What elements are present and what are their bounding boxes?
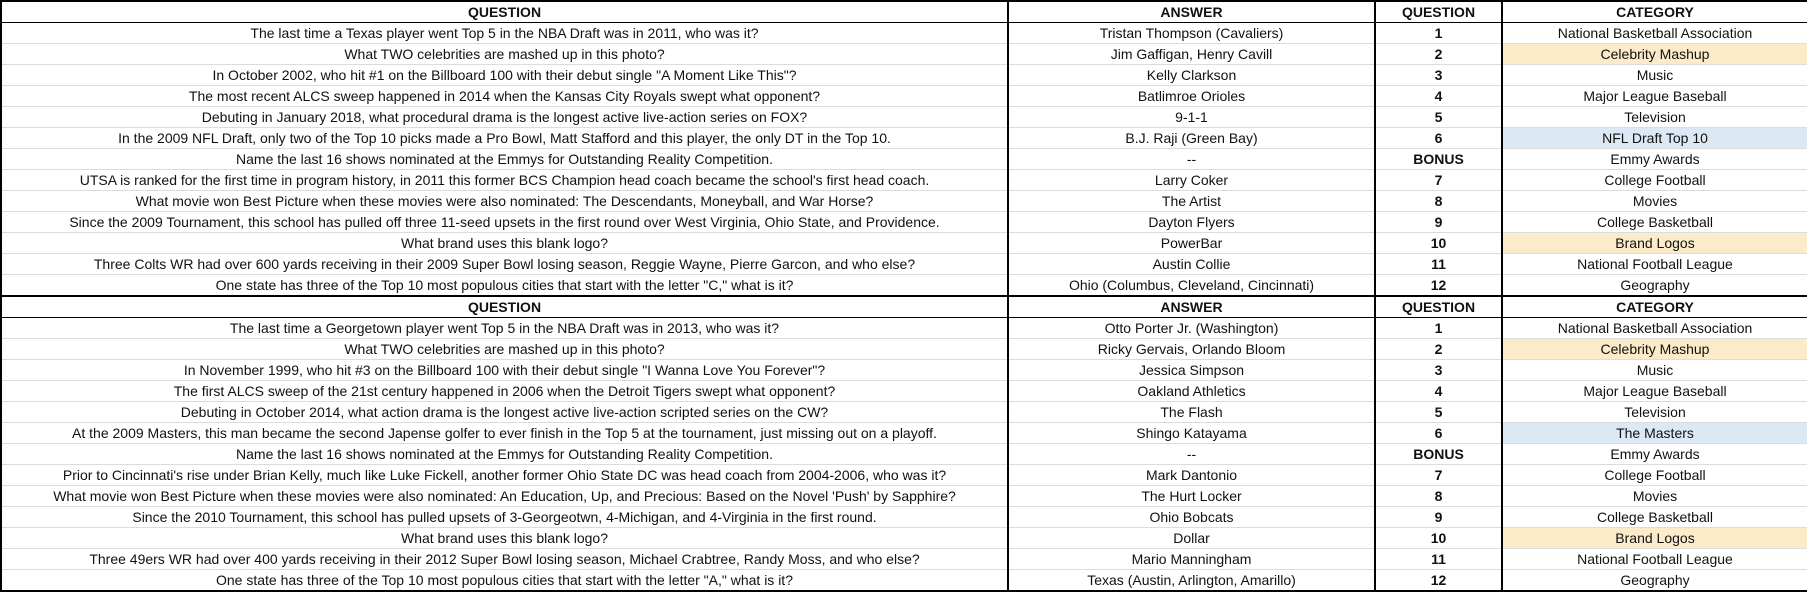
question-cell[interactable]: What movie won Best Picture when these movies were also nominated: An Education, Up, and Precious: Based on the Novel 'Push' by Sapphire? [1, 486, 1008, 507]
table-row [1, 465, 1807, 486]
answer-cell[interactable]: Shingo Katayama [1008, 423, 1375, 444]
question-cell[interactable]: One state has three of the Top 10 most populous cities that start with the letter "C," what is it? [1, 275, 1008, 297]
question-cell[interactable]: What movie won Best Picture when these movies were also nominated: The Descendants, Moneyball, and War Horse? [1, 191, 1008, 212]
answer-cell[interactable]: Dayton Flyers [1008, 212, 1375, 233]
question-number-cell[interactable]: 12 [1375, 275, 1502, 297]
answer-cell[interactable]: Ohio Bobcats [1008, 507, 1375, 528]
table-row [1, 65, 1807, 86]
answer-cell[interactable]: The Artist [1008, 191, 1375, 212]
header-cell-question-number[interactable]: QUESTION [1375, 296, 1502, 318]
question-cell[interactable]: The most recent ALCS sweep happened in 2014 when the Kansas City Royals swept what opponent? [1, 86, 1008, 107]
question-number-cell[interactable]: 2 [1375, 44, 1502, 65]
table-row [1, 44, 1807, 65]
question-number-cell[interactable]: 6 [1375, 128, 1502, 149]
table-row [1, 381, 1807, 402]
question-number-cell[interactable]: 3 [1375, 360, 1502, 381]
question-number-cell[interactable]: 4 [1375, 381, 1502, 402]
sheet-body [1, 1, 1807, 591]
table-row [1, 107, 1807, 128]
table-row [1, 212, 1807, 233]
question-number-cell[interactable]: 6 [1375, 423, 1502, 444]
category-cell[interactable]: Celebrity Mashup [1502, 339, 1807, 360]
category-cell[interactable]: Music [1502, 65, 1807, 86]
answer-cell[interactable]: Batlimroe Orioles [1008, 86, 1375, 107]
question-number-cell[interactable]: 1 [1375, 23, 1502, 44]
category-cell[interactable]: NFL Draft Top 10 [1502, 128, 1807, 149]
question-number-cell[interactable]: 11 [1375, 254, 1502, 275]
question-cell[interactable]: Since the 2009 Tournament, this school has pulled off three 11-seed upsets in the first round over West Virginia, Ohio State, and Providence. [1, 212, 1008, 233]
answer-cell[interactable]: 9-1-1 [1008, 107, 1375, 128]
question-cell[interactable]: The last time a Texas player went Top 5 in the NBA Draft was in 2011, who was it? [1, 23, 1008, 44]
category-cell[interactable]: National Football League [1502, 549, 1807, 570]
question-number-cell[interactable]: 5 [1375, 107, 1502, 128]
category-cell[interactable]: Brand Logos [1502, 233, 1807, 254]
table-row [1, 254, 1807, 275]
question-cell[interactable]: The last time a Georgetown player went Top 5 in the NBA Draft was in 2013, who was it? [1, 318, 1008, 339]
question-cell[interactable]: Name the last 16 shows nominated at the Emmys for Outstanding Reality Competition. [1, 149, 1008, 170]
question-number-cell[interactable]: 11 [1375, 549, 1502, 570]
table-row [1, 339, 1807, 360]
category-cell[interactable]: Major League Baseball [1502, 86, 1807, 107]
table-row [1, 318, 1807, 339]
question-cell[interactable]: What TWO celebrities are mashed up in this photo? [1, 339, 1008, 360]
question-number-cell[interactable]: 7 [1375, 170, 1502, 191]
table-row [1, 444, 1807, 465]
category-cell[interactable]: Brand Logos [1502, 528, 1807, 549]
question-number-cell[interactable]: 8 [1375, 191, 1502, 212]
table-row [1, 170, 1807, 191]
table-row [1, 570, 1807, 592]
question-cell[interactable]: One state has three of the Top 10 most populous cities that start with the letter "A," what is it? [1, 570, 1008, 592]
header-cell-question-number[interactable]: QUESTION [1375, 1, 1502, 23]
question-cell[interactable]: In November 1999, who hit #3 on the Billboard 100 with their debut single "I Wanna Love You Forever"? [1, 360, 1008, 381]
category-cell[interactable]: Geography [1502, 275, 1807, 297]
table-row [1, 528, 1807, 549]
category-cell[interactable]: Major League Baseball [1502, 381, 1807, 402]
question-cell[interactable]: In the 2009 NFL Draft, only two of the Top 10 picks made a Pro Bowl, Matt Stafford and this player, the only DT in the Top 10. [1, 128, 1008, 149]
table-row [1, 402, 1807, 423]
question-cell[interactable]: What brand uses this blank logo? [1, 233, 1008, 254]
category-cell[interactable]: Television [1502, 402, 1807, 423]
header-cell-category[interactable]: CATEGORY [1502, 1, 1807, 23]
category-cell[interactable]: College Basketball [1502, 212, 1807, 233]
question-number-cell[interactable]: BONUS [1375, 149, 1502, 170]
answer-cell[interactable]: Austin Collie [1008, 254, 1375, 275]
table-row [1, 486, 1807, 507]
answer-cell[interactable]: The Hurt Locker [1008, 486, 1375, 507]
header-cell-question[interactable]: QUESTION [1, 1, 1008, 23]
answer-cell[interactable]: Jim Gaffigan, Henry Cavill [1008, 44, 1375, 65]
category-cell[interactable]: Movies [1502, 191, 1807, 212]
question-cell[interactable]: Since the 2010 Tournament, this school has pulled upsets of 3-Georgeotwn, 4-Michigan, and 4-Virginia in the first round. [1, 507, 1008, 528]
question-cell[interactable]: Name the last 16 shows nominated at the Emmys for Outstanding Reality Competition. [1, 444, 1008, 465]
header-row [1, 296, 1807, 318]
question-number-cell[interactable]: 4 [1375, 86, 1502, 107]
answer-cell[interactable]: -- [1008, 444, 1375, 465]
question-cell[interactable]: UTSA is ranked for the first time in program history, in 2011 this former BCS Champion head coach became the school's first head coach. [1, 170, 1008, 191]
category-cell[interactable]: The Masters [1502, 423, 1807, 444]
question-number-cell[interactable]: 9 [1375, 507, 1502, 528]
category-cell[interactable]: Emmy Awards [1502, 149, 1807, 170]
question-number-cell[interactable]: 10 [1375, 528, 1502, 549]
answer-cell[interactable]: -- [1008, 149, 1375, 170]
answer-cell[interactable]: Ricky Gervais, Orlando Bloom [1008, 339, 1375, 360]
question-number-cell[interactable]: 9 [1375, 212, 1502, 233]
question-cell[interactable]: In October 2002, who hit #1 on the Billboard 100 with their debut single "A Moment Like This"? [1, 65, 1008, 86]
question-cell[interactable]: What TWO celebrities are mashed up in this photo? [1, 44, 1008, 65]
question-number-cell[interactable]: 10 [1375, 233, 1502, 254]
category-cell[interactable]: Celebrity Mashup [1502, 44, 1807, 65]
category-cell[interactable]: Emmy Awards [1502, 444, 1807, 465]
question-number-cell[interactable]: 5 [1375, 402, 1502, 423]
question-number-cell[interactable]: 2 [1375, 339, 1502, 360]
question-number-cell[interactable]: 1 [1375, 318, 1502, 339]
category-cell[interactable]: National Football League [1502, 254, 1807, 275]
answer-cell[interactable]: Kelly Clarkson [1008, 65, 1375, 86]
answer-cell[interactable]: Texas (Austin, Arlington, Amarillo) [1008, 570, 1375, 592]
answer-cell[interactable]: The Flash [1008, 402, 1375, 423]
table-row [1, 507, 1807, 528]
table-row [1, 128, 1807, 149]
question-number-cell[interactable]: 8 [1375, 486, 1502, 507]
category-cell[interactable]: College Football [1502, 170, 1807, 191]
header-cell-question[interactable]: QUESTION [1, 296, 1008, 318]
answer-cell[interactable]: Tristan Thompson (Cavaliers) [1008, 23, 1375, 44]
question-cell[interactable]: At the 2009 Masters, this man became the second Japense golfer to ever finish in the Top 5 at the tournament, just missing out on a playoff. [1, 423, 1008, 444]
header-row [1, 1, 1807, 23]
category-cell[interactable]: Movies [1502, 486, 1807, 507]
question-cell[interactable]: Debuting in January 2018, what procedural drama is the longest active live-action series on FOX? [1, 107, 1008, 128]
question-number-cell[interactable]: 7 [1375, 465, 1502, 486]
question-number-cell[interactable]: 3 [1375, 65, 1502, 86]
category-cell[interactable]: College Football [1502, 465, 1807, 486]
question-cell[interactable]: What brand uses this blank logo? [1, 528, 1008, 549]
question-cell[interactable]: Three Colts WR had over 600 yards receiving in their 2009 Super Bowl losing season, Reggie Wayne, Pierre Garcon, and who else? [1, 254, 1008, 275]
category-cell[interactable]: National Basketball Association [1502, 23, 1807, 44]
table-row [1, 275, 1807, 297]
category-cell[interactable]: Geography [1502, 570, 1807, 592]
question-cell[interactable]: Debuting in October 2014, what action drama is the longest active live-action scripted series on the CW? [1, 402, 1008, 423]
question-cell[interactable]: The first ALCS sweep of the 21st century happened in 2006 when the Detroit Tigers swept what opponent? [1, 381, 1008, 402]
category-cell[interactable]: Television [1502, 107, 1807, 128]
table-row [1, 549, 1807, 570]
table-row [1, 423, 1807, 444]
question-cell[interactable]: Three 49ers WR had over 400 yards receiving in their 2012 Super Bowl losing season, Michael Crabtree, Randy Moss, and who else? [1, 549, 1008, 570]
table-row [1, 233, 1807, 254]
header-cell-answer[interactable]: ANSWER [1008, 1, 1375, 23]
category-cell[interactable]: National Basketball Association [1502, 318, 1807, 339]
table-row [1, 191, 1807, 212]
table-row [1, 149, 1807, 170]
answer-cell[interactable]: Otto Porter Jr. (Washington) [1008, 318, 1375, 339]
answer-cell[interactable]: Jessica Simpson [1008, 360, 1375, 381]
header-cell-category[interactable]: CATEGORY [1502, 296, 1807, 318]
answer-cell[interactable]: Oakland Athletics [1008, 381, 1375, 402]
question-number-cell[interactable]: 12 [1375, 570, 1502, 592]
category-cell[interactable]: Music [1502, 360, 1807, 381]
question-cell[interactable]: Prior to Cincinnati's rise under Brian Kelly, much like Luke Fickell, another former Ohio State DC was head coach from 2004-2006, who was it? [1, 465, 1008, 486]
table-row [1, 86, 1807, 107]
category-cell[interactable]: College Basketball [1502, 507, 1807, 528]
answer-cell[interactable]: Larry Coker [1008, 170, 1375, 191]
answer-cell[interactable]: Ohio (Columbus, Cleveland, Cincinnati) [1008, 275, 1375, 297]
answer-cell[interactable]: Dollar [1008, 528, 1375, 549]
answer-cell[interactable]: Mark Dantonio [1008, 465, 1375, 486]
answer-cell[interactable]: B.J. Raji (Green Bay) [1008, 128, 1375, 149]
answer-cell[interactable]: Mario Manningham [1008, 549, 1375, 570]
question-number-cell[interactable]: BONUS [1375, 444, 1502, 465]
table-row [1, 360, 1807, 381]
answer-cell[interactable]: PowerBar [1008, 233, 1375, 254]
header-cell-answer[interactable]: ANSWER [1008, 296, 1375, 318]
table-row [1, 23, 1807, 44]
